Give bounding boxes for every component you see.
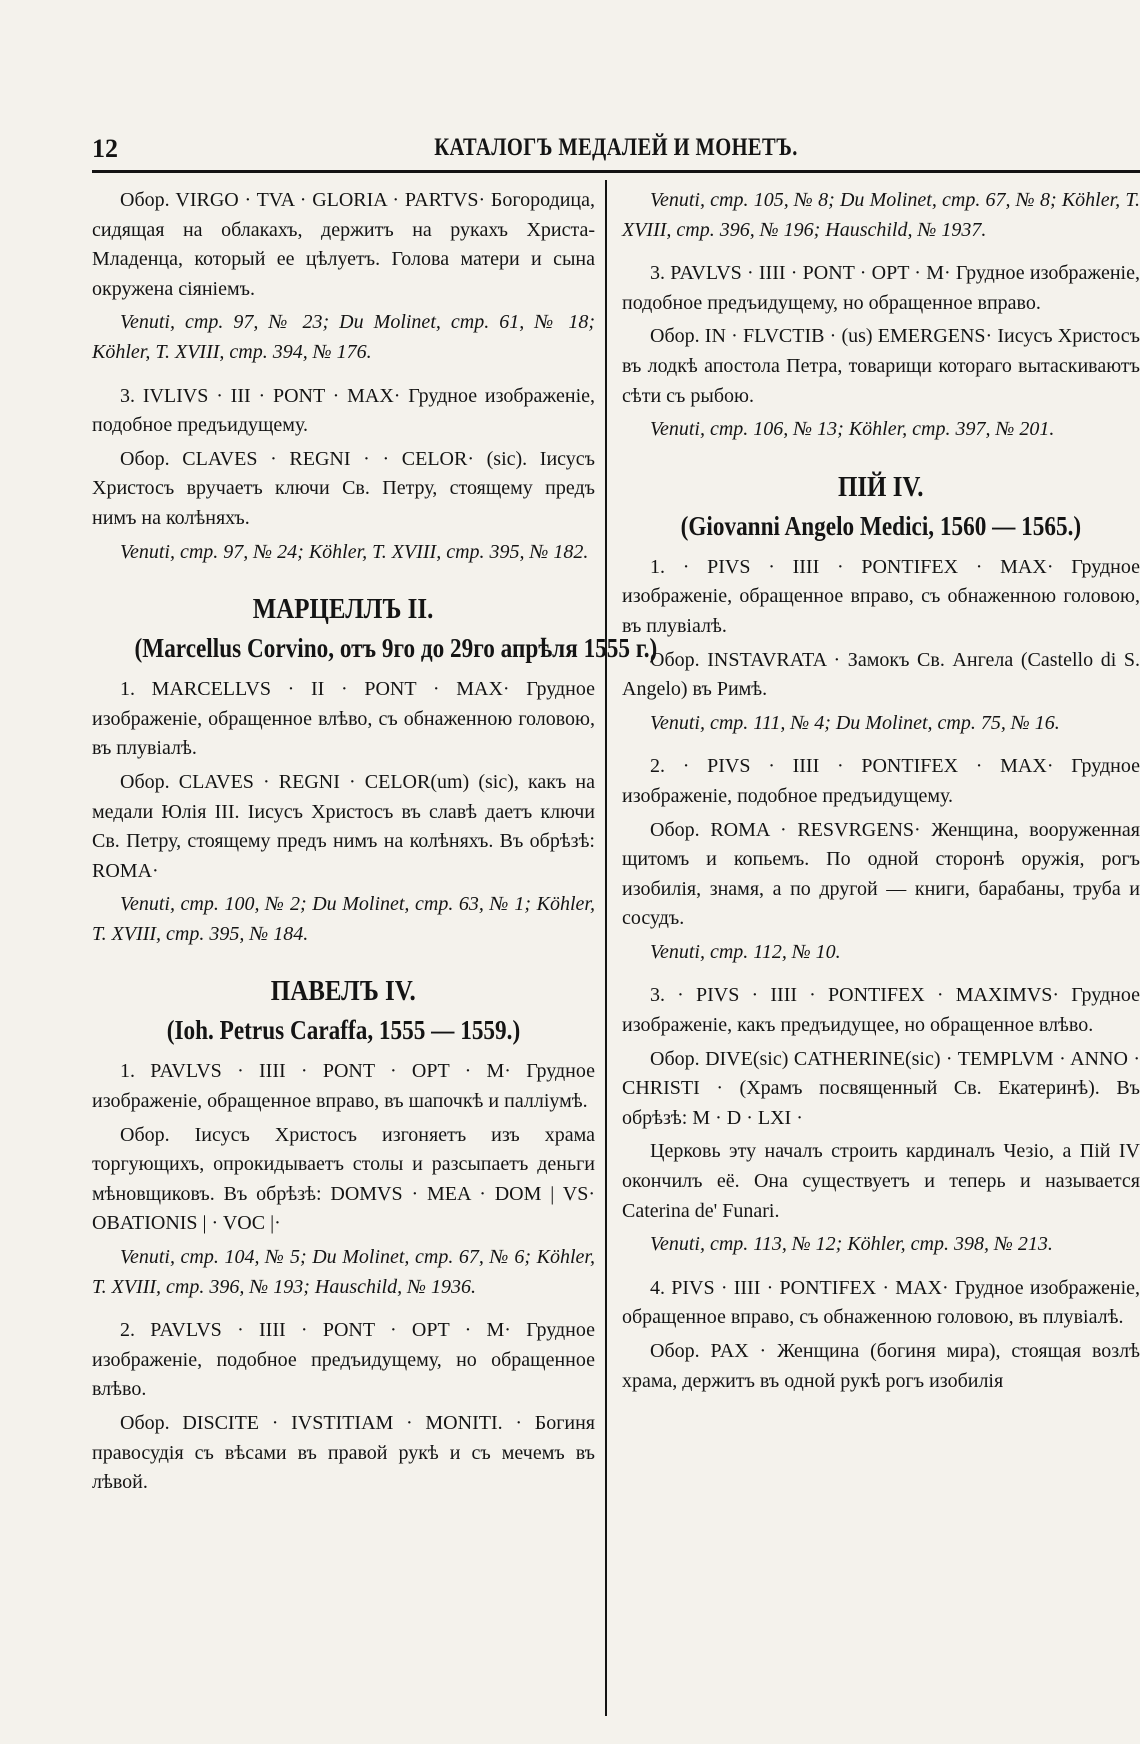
- paragraph: Обор. INSTAVRATA · Замокъ Св. Ангела (Castello di S. Angelo) въ Римѣ.: [622, 648, 1140, 701]
- paragraph: Обор. ROMA · RESVRGENS· Женщина, вооруженная щитомъ и копьемъ. По одной сторонѣ оружія, рогъ изобилія, знамя, а по другой — книги, барабаны, труба и сосудъ.: [622, 818, 1140, 930]
- paragraph: Обор. VIRGO · TVA · GLORIA · PARTVS· Богородица, сидящая на облакахъ, держитъ на рукахъ Христа-Младенца, который ее цѣлуетъ. Голова матери и сына окружена сіяніемъ.: [92, 189, 595, 300]
- entry-paragraph: 4. PIVS · IIII · PONTIFEX · MAX· Грудное изображеніе, обращенное вправо, съ обнаженною головою, въ плувіалѣ.: [622, 1276, 1140, 1329]
- section-subtitle: (Marcellus Corvino, отъ 9го до 29го апрѣля 1555 г.): [134, 633, 658, 664]
- page-header: [92, 128, 1140, 168]
- paragraph: Обор. DIVE(sic) CATHERINE(sic) · TEMPLVM · ANNO · CHRISTI · (Храмъ посвященный Св. Екатеринѣ). Въ обрѣзѣ: M · D · LXI ·: [622, 1047, 1140, 1129]
- entry-paragraph: 1. MARCELLVS · II · PONT · MAX· Грудное изображеніе, обращенное влѣво, съ обнаженною головою, въ плувіалѣ.: [92, 678, 595, 760]
- reference-paragraph: Venuti, стр. 105, № 8; Du Molinet, стр. 67, № 8; Köhler, T. XVIII, стр. 396, № 196; Hauschild, № 1937.: [622, 189, 1140, 241]
- reference-paragraph: Venuti, стр. 97, № 24; Köhler, T. XVIII, стр. 395, № 182.: [120, 540, 589, 563]
- paragraph: Обор. Іисусъ Христосъ изгоняетъ изъ храма торгующихъ, опрокидываетъ столы и разсыпаетъ деньги мѣновщиковъ. Въ обрѣзѣ: DOMVS · MEA · DOM | VS· OBATIONIS | · VOC |·: [92, 1123, 595, 1235]
- running-title: КАТАЛОГЪ МЕДАЛЕЙ И МОНЕТЪ.: [434, 134, 798, 161]
- entry-paragraph: 1. PAVLVS · IIII · PONT · OPT · M· Грудное изображеніе, обращенное вправо, въ шапочкѣ и палліумѣ.: [92, 1060, 595, 1113]
- section-heading: [622, 467, 1140, 545]
- paragraph: Обор. CLAVES · REGNI · · CELOR· (sic). Іисусъ Христосъ вручаетъ ключи Св. Петру, стоящему предъ нимъ на колѣняхъ.: [92, 447, 595, 529]
- entry-paragraph: 2. · PIVS · IIII · PONTIFEX · MAX· Грудное изображеніе, подобное предъидущему.: [622, 755, 1140, 807]
- paragraph: Обор. PAX · Женщина (богиня мира), стоящая возлѣ храма, держитъ въ одной рукѣ рогъ изобилія: [622, 1340, 1140, 1392]
- page-number: 12: [92, 134, 118, 163]
- entry-paragraph: 3. · PIVS · IIII · PONTIFEX · MAXIMVS· Грудное изображеніе, какъ предъидущее, но обращенное влѣво.: [622, 984, 1140, 1037]
- section-title: ПІЙ IV.: [838, 470, 924, 503]
- header-rule: [92, 170, 1140, 173]
- reference-paragraph: Venuti, стр. 112, № 10.: [650, 940, 841, 963]
- right-column: [622, 186, 1140, 1400]
- left-column: [92, 186, 658, 1502]
- paragraph: Церковь эту началъ строить кардиналъ Чезіо, а Пій IV окончилъ её. Она существуетъ и теперь и называется Caterina de' Funari.: [622, 1140, 1140, 1222]
- paragraph: Обор. CLAVES · REGNI · CELOR(um) (sic), какъ на медали Юлія III. Іисусъ Христосъ въ славѣ даетъ ключи Св. Петру, стоящему предъ нимъ на колѣняхъ. Въ обрѣзѣ: ROMA·: [92, 770, 595, 882]
- reference-paragraph: Venuti, стр. 97, № 23; Du Molinet, стр. 61, № 18; Köhler, T. XVIII, стр. 394, № 176.: [92, 311, 595, 363]
- section-subtitle: (Ioh. Petrus Caraffa, 1555 — 1559.): [166, 1015, 521, 1046]
- entry-paragraph: 3. IVLIVS · III · PONT · MAX· Грудное изображеніе, подобное предъидущему.: [92, 384, 595, 437]
- section-title: ПАВЕЛЪ IV.: [271, 975, 416, 1008]
- section-heading: [92, 589, 658, 667]
- paragraph: Обор. DISCITE · IVSTITIAM · MONITI. · Богиня правосудія съ вѣсами въ правой рукѣ и съ мечемъ въ лѣвой.: [92, 1412, 595, 1494]
- reference-paragraph: Venuti, стр. 104, № 5; Du Molinet, стр. 67, № 6; Köhler, T. XVIII, стр. 396, № 193; Hauschild, № 1936.: [92, 1246, 595, 1298]
- paragraph: Обор. IN · FLVCTIB · (us) EMERGENS· Іисусъ Христосъ въ лодкѣ апостола Петра, товарищи котораго вытаскиваютъ сѣти съ рыбою.: [622, 325, 1140, 407]
- section-title: МАРЦЕЛЛЪ II.: [253, 593, 434, 626]
- column-divider: [605, 180, 607, 1716]
- entry-paragraph: 2. PAVLVS · IIII · PONT · OPT · M· Грудное изображеніе, подобное предъидущему, но обращенное влѣво.: [92, 1319, 595, 1401]
- entry-paragraph: 3. PAVLVS · IIII · PONT · OPT · M· Грудное изображеніе, подобное предъидущему, но обращенное вправо.: [622, 262, 1140, 314]
- section-subtitle: (Giovanni Angelo Medici, 1560 — 1565.): [680, 510, 1082, 541]
- reference-paragraph: Venuti, стр. 106, № 13; Köhler, стр. 397, № 201.: [650, 418, 1055, 441]
- reference-paragraph: Venuti, стр. 100, № 2; Du Molinet, стр. 63, № 1; Köhler, T. XVIII, стр. 395, № 184.: [92, 893, 595, 945]
- entry-paragraph: 1. · PIVS · IIII · PONTIFEX · MAX· Грудное изображеніе, обращенное вправо, съ обнаженною головою, въ плувіалѣ.: [622, 555, 1140, 637]
- reference-paragraph: Venuti, стр. 111, № 4; Du Molinet, стр. 75, № 16.: [650, 711, 1060, 734]
- section-heading: [92, 971, 595, 1049]
- reference-paragraph: Venuti, стр. 113, № 12; Köhler, стр. 398, № 213.: [650, 1233, 1053, 1256]
